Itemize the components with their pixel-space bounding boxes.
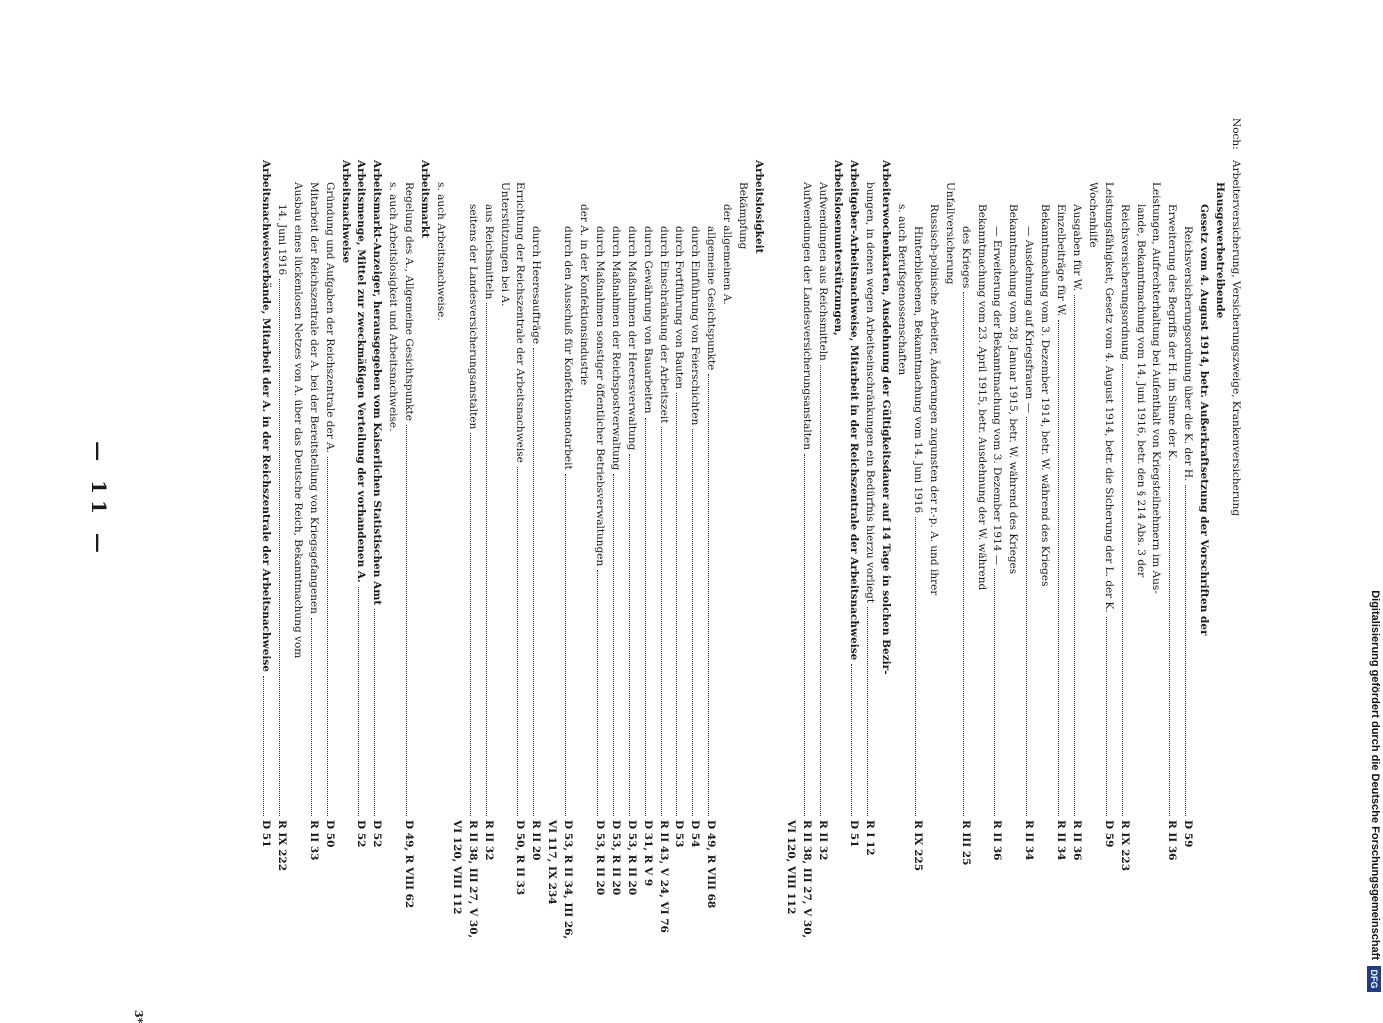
dot-leader: [677, 393, 678, 816]
dot-leader: [518, 467, 519, 816]
index-entry: [1212, 182, 1227, 990]
entry-reference: R II 36: [991, 820, 1004, 861]
entry-reference: D 49, R VIII 62: [403, 820, 416, 909]
entry-text: der allgemeinen A.: [721, 204, 734, 305]
entry-text: Bekämpfung: [737, 182, 750, 250]
dot-leader: [851, 664, 852, 816]
entry-text: Arbeiterversicherung, Versicherungszweige, Krankenversicherung: [1230, 160, 1242, 517]
dot-leader: [311, 618, 312, 816]
index-entry: [1005, 204, 1020, 990]
entry-text: Bekanntmachung vom 28. Januar 1915, betr. W. während des Krieges: [1007, 204, 1020, 575]
index-entry: [878, 160, 893, 990]
dot-leader: [1074, 295, 1075, 816]
index-entry: [528, 226, 543, 990]
dot-leader: [1026, 417, 1027, 816]
dot-leader: [263, 676, 264, 816]
entry-text: Regelung des A., Allgemeine Gesichtspunkte: [403, 182, 416, 421]
index-entry: [799, 182, 814, 990]
entry-text: Arbeitsnachweisverbände, Mitarbeit der A. in der Reichszentrale der Arbeitsnachweise: [260, 160, 273, 672]
entry-text: Arbeitsmenge, Mittel zur zweckmäßigen Verteilung der vorhandenen A.: [355, 160, 368, 583]
index-entry: [290, 182, 305, 990]
entry-text: Bekanntmachung vom 23. April 1915, betr. Ausdehnung der W. während: [975, 204, 988, 591]
entry-reference: D 49, R VIII 68: [705, 820, 718, 909]
entry-text: Reichsversicherungsordnung über die K. der H.: [1182, 226, 1195, 482]
entry-text: Ausgaben für W.: [1071, 204, 1083, 292]
dot-leader: [406, 425, 407, 816]
entry-text: s. auch Berufsgenossenschaften: [896, 204, 909, 376]
dot-leader: [1122, 364, 1123, 816]
dot-leader: [915, 517, 916, 816]
index-entry: [767, 160, 782, 990]
index-entry: [385, 182, 400, 990]
index-entry: [401, 182, 416, 990]
index-entry: [894, 204, 909, 990]
index-entry: [608, 226, 623, 990]
index-entry: [338, 160, 353, 990]
dot-leader: [597, 570, 598, 816]
index-entry: [1149, 182, 1164, 990]
dot-leader: [963, 292, 964, 816]
entry-reference: R II 34: [1023, 820, 1036, 861]
entry-text: Leistungen, Aufrechterhaltung bei Aufenthalt von Kriegsteilnehmern im Aus-: [1150, 182, 1163, 594]
entry-text: Arbeitslosenunterstützungen,: [832, 160, 845, 336]
entry-text: durch den Ausschuß für Konfektionsnotarbeit: [562, 226, 575, 470]
index-entry: [497, 182, 512, 990]
entry-reference: D 52: [371, 820, 384, 848]
entry-text: durch Maßnahmen der Heeresverwaltung: [625, 226, 638, 451]
dot-leader: [533, 348, 534, 816]
entry-reference: D 51: [260, 820, 273, 848]
dot-leader: [327, 457, 328, 816]
entry-text: durch Fortführung von Bauten: [673, 226, 686, 390]
dot-leader: [565, 474, 566, 816]
index-entry: [1037, 204, 1052, 990]
dfg-logo-icon: DFG: [1367, 966, 1381, 992]
index-entry: [910, 226, 925, 990]
index-entry: [846, 160, 861, 990]
entry-text: Gründung und Aufgaben der Reichszentrale der A.: [323, 182, 336, 454]
entry-text: Arbeitsmarkt-Anzeiger, herausgegeben vom Kaiserlichen Statistischen Amt: [371, 160, 384, 606]
index-entry: [1196, 204, 1211, 990]
index-entry: [481, 204, 496, 990]
index-entry: [354, 160, 369, 990]
entry-text: s. auch Arbeitsnachweise.: [435, 182, 447, 321]
index-entry: [783, 182, 798, 990]
entry-text: Aufwendungen der Landesversicherungsanstalten: [800, 182, 813, 450]
index-entry: [990, 226, 1005, 990]
entry-reference: D 50, R II 33: [514, 820, 527, 896]
index-entry: [687, 226, 702, 990]
index-entry: [672, 226, 687, 990]
index-entry: [1164, 204, 1179, 990]
index-entry: [433, 182, 448, 990]
entry-text: Erweiterung des Begriffs der H. im Sinne der K.: [1166, 204, 1179, 462]
entry-reference: D 59: [1102, 820, 1115, 848]
entry-text: seitens der Landesversicherungsanstalten: [466, 204, 479, 430]
index-entry: [1101, 182, 1116, 990]
index-entry: [831, 160, 846, 990]
funder-bar: [1363, 0, 1383, 1000]
index-entry: [640, 226, 655, 990]
index-entry: [926, 204, 941, 990]
dot-leader: [374, 609, 375, 816]
index-entry: [258, 160, 273, 990]
index-entry: [544, 226, 559, 990]
entry-text: Gesetz vom 4. August 1914, betr. Außerkraftsetzung der Vorschriften der: [1198, 204, 1211, 636]
entry-reference: VI 117, IX 234: [546, 820, 559, 905]
entry-text: des Krieges: [959, 226, 972, 289]
entry-reference: R III 25: [959, 820, 972, 866]
dot-leader: [359, 587, 360, 816]
entry-text: durch Gewährung von Bauarbeiten: [641, 226, 654, 414]
index-entry: [862, 182, 877, 990]
entry-reference: R II 43, V 24, VI 76: [657, 820, 670, 933]
index-entry: [560, 226, 575, 990]
entry-text: Mitarbeit der Reichszentrale der A. bei der Bereitstellung von Kriegsgefangenen: [307, 182, 320, 614]
entry-reference: R II 32: [482, 820, 495, 861]
dot-leader: [470, 433, 471, 816]
entry-text: durch Maßnahmen sonstiger öffentlicher Betriebsverwaltungen: [594, 226, 606, 567]
index-entry: [1021, 226, 1036, 990]
index-entry: [735, 182, 750, 990]
entry-text: Leistungsfähigkeit, Gesetz vom 4. August 1914, betr. die Sicherung der L. der K.: [1102, 182, 1115, 613]
entry-text: durch Maßnahmen der Reichspostverwaltung: [609, 226, 622, 471]
dot-leader: [1169, 465, 1170, 816]
entry-text: — Erweiterung der Bekanntmachung vom 3. Dezember 1914 —: [991, 226, 1004, 566]
entry-text: Russisch-polnische Arbeiter, Änderungen zugunsten der r.-p. A. und ihrer: [927, 204, 940, 596]
entry-text: Unterstützungen bei A.: [498, 182, 511, 307]
entry-text: Arbeitgeber-Arbeitsnachweise, Mitarbeit in der Reichszentrale der Arbeitsnachweise: [848, 160, 861, 661]
index-entry: [815, 182, 830, 990]
entry-reference: R IX 223: [1118, 820, 1131, 872]
index-entry: [751, 160, 766, 990]
index-entry: [369, 160, 384, 990]
entry-text: 14. Juni 1916: [276, 204, 288, 276]
index-entry: [1069, 204, 1084, 990]
dot-leader: [613, 474, 614, 816]
dot-leader: [1185, 485, 1186, 816]
index-entry: [465, 204, 480, 990]
entry-reference: R II 36: [1071, 820, 1083, 861]
entry-text: Arbeitsmarkt: [419, 160, 432, 239]
entry-reference: D 50: [323, 820, 336, 848]
entry-text: Errichtung der Reichszentrale der Arbeitsnachweise: [514, 182, 527, 463]
index-entry: [1180, 226, 1195, 990]
dot-leader: [1106, 617, 1107, 816]
index-entry: [417, 160, 432, 990]
dot-leader: [820, 365, 821, 816]
entry-text: Hausgewerbetreibende: [1214, 182, 1227, 319]
entry-text: Unfallversicherung: [943, 182, 956, 285]
entry-text: aus Reichsmitteln: [482, 204, 495, 300]
index-entry: [1085, 182, 1100, 990]
entry-reference: D 51: [848, 820, 861, 848]
entry-reference: R I 12: [864, 820, 877, 856]
entry-reference: D 53, R II 20: [609, 820, 622, 896]
entry-text: durch Einführung von Feierschichten: [689, 226, 702, 426]
funder-note: Digitalisierung gefördert durch die Deutsche Forschungsgemeinschaft: [1369, 590, 1381, 960]
dot-leader: [629, 454, 630, 816]
index-entry: [703, 226, 718, 990]
dot-leader: [1058, 320, 1059, 816]
index-entry: [656, 226, 671, 990]
dot-leader: [692, 429, 693, 816]
index-entry: [592, 226, 607, 990]
entry-text: Bekanntmachung vom 3. Dezember 1914, betr. W. während des Krieges: [1039, 204, 1052, 587]
entry-reference: R II 34: [1055, 820, 1068, 861]
index-entry: [1133, 204, 1148, 990]
entry-text: — Ausdehnung auf Kriegsfrauen —: [1023, 226, 1036, 414]
entry-text: Hinterbliebenen, Bekanntmachung vom 14. Juni 1916: [912, 226, 924, 514]
entry-text: Ausbau eines lückenlosen Netzes von A. über das Deutsche Reich, Bekanntmachung vom: [291, 182, 304, 659]
entry-reference: R IX 225: [912, 820, 924, 872]
dot-leader: [486, 303, 487, 816]
index-entry: [274, 204, 289, 990]
entry-text: Arbeiterwochenkarten, Ausdehnung der Gültigkeitsdauer auf 14 Tage in solchen Bezir-: [880, 160, 893, 675]
entry-reference: D 53: [673, 820, 686, 848]
entry-text: allgemeine Gesichtspunkte: [705, 226, 718, 371]
entry-reference: R II 38, III 27, V 30,: [800, 820, 813, 939]
dot-leader: [708, 374, 709, 816]
entry-reference: R II 36: [1166, 820, 1179, 861]
entry-text: Einzelbeiträge für W.: [1055, 204, 1068, 317]
entry-reference: D 31, R V 9: [641, 820, 654, 887]
entry-text: durch Einschränkung der Arbeitszeit: [657, 226, 670, 424]
dot-leader: [279, 279, 280, 816]
entry-text: Reichsversicherungsordnung: [1118, 204, 1131, 361]
signature-mark: 3*: [132, 1010, 145, 1023]
index-entry: [942, 182, 957, 990]
index-entry: [1053, 204, 1068, 990]
entry-text: lande, Bekanntmachung vom 14. Juni 1916, betr. den § 214 Abs. 3 der: [1134, 204, 1147, 578]
index-entry: [719, 204, 734, 990]
index-entry: [513, 182, 528, 990]
entry-reference: VI 120, VIII 112: [784, 820, 797, 915]
entry-text: s. auch Arbeitslosigkeit und Arbeitsnachweise.: [387, 182, 400, 432]
dot-leader: [995, 569, 996, 816]
index-entry: [449, 204, 464, 990]
entry-text: Wochenhilfe: [1086, 182, 1099, 248]
index-entry: [1117, 204, 1132, 990]
entry-reference: R II 38, III 27, V 30,: [466, 820, 479, 939]
entry-reference: D 53, R II 20: [625, 820, 638, 896]
entry-reference: D 59: [1182, 820, 1195, 848]
index-entry: [624, 226, 639, 990]
index-entry: [306, 182, 321, 990]
entry-reference: D 53, R II 20: [594, 820, 606, 896]
index-entry: [322, 182, 337, 990]
entry-text: Arbeitslosigkeit: [753, 160, 765, 254]
entry-reference: VI 120, VIII 112: [450, 820, 463, 915]
entry-reference: R II 32: [816, 820, 829, 861]
entry-text: Aufwendungen aus Reichsmitteln: [816, 182, 829, 361]
entry-reference: R II 20: [530, 820, 543, 861]
dot-leader: [645, 418, 646, 816]
continued-label: Noch:: [1230, 118, 1242, 150]
index-entry: [576, 204, 591, 990]
entry-reference: R IX 222: [276, 820, 288, 872]
dot-leader: [661, 427, 662, 816]
index-entry: [974, 204, 989, 990]
entry-reference: D 54: [689, 820, 702, 848]
entry-text: bungen, in denen wegen Arbeitseinschränkungen ein Bedürfnis hierzu vorliegt: [864, 182, 877, 604]
entry-reference: D 53, R II 34, III 26,: [562, 820, 575, 940]
index-entry: [1228, 160, 1243, 990]
entry-text: Arbeitsnachweise: [339, 160, 352, 264]
dot-leader: [867, 607, 868, 816]
entry-reference: D 52: [355, 820, 368, 848]
entry-reference: R II 33: [307, 820, 320, 861]
index-entry: [958, 226, 973, 990]
page-number: — 11 —: [87, 441, 111, 559]
entry-text: durch Heeresaufträge: [530, 226, 543, 345]
dot-leader: [804, 454, 805, 816]
entry-text: der A. in der Konfektionsindustrie: [578, 204, 591, 386]
